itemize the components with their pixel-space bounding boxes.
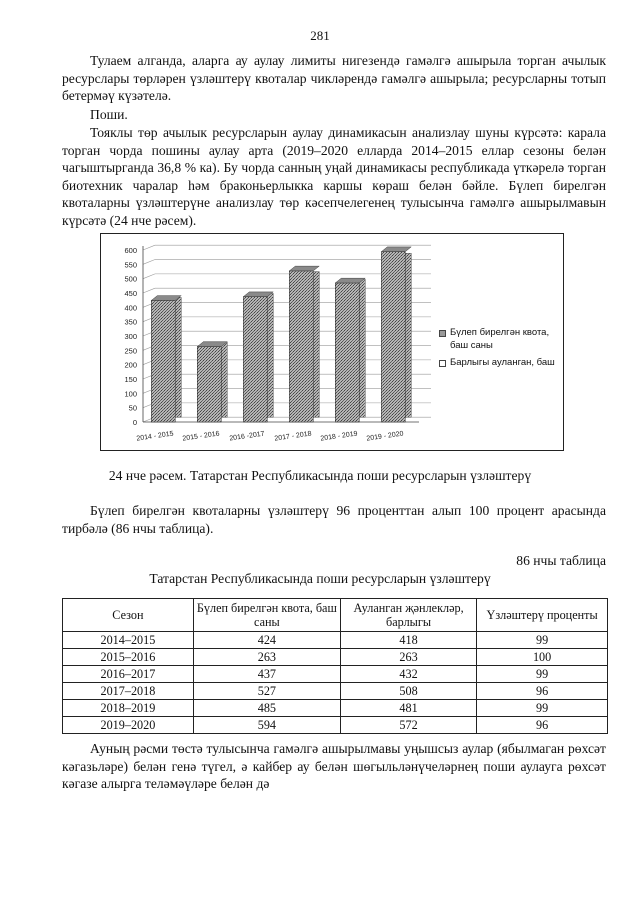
col-header-percent: Үзләштерү проценты	[477, 599, 608, 632]
x-tick-label: 2019 - 2020	[366, 430, 405, 443]
grid-depth-line	[143, 288, 155, 293]
paragraph-dynamics: Тояклы төр ачылык ресурсларын аулау динамикасын анализлау шуны күрсәтә: карала торган чорда пошины аулау арта (2019–2020 елларда 2014–2015 еллар сезоны белән чагыштырганда 36,8 % ка). Бу чорда санның уңай динамикасы республикада үткәрелә торган биотехник чаралар һәм браконьерлыкка каршы көраш белән бәйле. Бүлеп бирелгән квоталарны үзләштерүне анализлау төр кәсепчелегенең тулысынча гамәлгә ашырылмавын күрсәтә (24 нче рәсем).	[62, 125, 606, 228]
legend-swatch-harvested	[439, 360, 446, 367]
y-tick-label: 250	[124, 346, 137, 356]
cell-quota: 527	[193, 683, 340, 700]
data-table	[62, 598, 608, 734]
y-tick-label: 450	[124, 289, 137, 298]
table-row	[63, 717, 608, 734]
cell-season: 2019–2020	[63, 717, 194, 734]
col-header-harvested: Ауланган җәнлекләр, барлыгы	[340, 599, 476, 632]
cell-harvested: 481	[340, 700, 476, 717]
grid-depth-line	[143, 245, 155, 250]
page-number: 281	[310, 28, 330, 43]
cell-percent: 99	[477, 632, 608, 649]
cell-percent: 99	[477, 666, 608, 683]
cell-season: 2018–2019	[63, 700, 194, 717]
cell-quota: 424	[193, 632, 340, 649]
table-title: Татарстан Республикасында поши ресурсларын үзләштерү	[149, 571, 491, 586]
cell-harvested: 572	[340, 717, 476, 734]
table-row	[63, 632, 608, 649]
figure-caption: 24 нче рәсем. Татарстан Республикасында поши ресурсларын үзләштерү	[108, 468, 532, 483]
cell-percent: 100	[477, 649, 608, 666]
y-tick-label: 350	[124, 317, 137, 327]
cell-harvested: 432	[340, 666, 476, 683]
cell-percent: 96	[477, 717, 608, 734]
bar-quota	[197, 347, 221, 422]
cell-quota: 594	[193, 717, 340, 734]
bar-quota	[381, 252, 405, 422]
cell-percent: 99	[477, 700, 608, 717]
cell-quota: 485	[193, 700, 340, 717]
y-tick-label: 600	[124, 246, 137, 255]
table-row	[63, 649, 608, 666]
y-tick-label: 400	[124, 303, 137, 313]
cell-season: 2016–2017	[63, 666, 194, 683]
y-tick-label: 500	[124, 274, 137, 284]
legend-swatch-quota	[439, 330, 446, 337]
col-header-season: Сезон	[63, 599, 194, 632]
legend-item-quota	[439, 326, 559, 352]
bar-chart	[100, 233, 564, 451]
chart-legend	[439, 326, 559, 373]
bar-quota	[335, 283, 359, 422]
y-tick-label: 0	[132, 418, 137, 427]
paragraph-conclusion: Ауның рәсми төстә тулысынча гамәлгә ашырылмавы уңышсыз аулар (ябылмаган рөхсәт кәгазьләре) белән генә түгел, ә кайбер ау белән шөгыльләнүчеләрнең поши аулауга рөхсәт кәгазе алырга теләмәүләре белән дә	[62, 741, 606, 791]
cell-season: 2015–2016	[63, 649, 194, 666]
table-number: 86 нчы таблица	[516, 553, 606, 568]
table-row	[63, 666, 608, 683]
x-tick-label: 2016 -2017	[229, 430, 266, 443]
cell-harvested: 508	[340, 683, 476, 700]
cell-harvested: 418	[340, 632, 476, 649]
cell-season: 2014–2015	[63, 632, 194, 649]
x-tick-label: 2017 - 2018	[274, 430, 313, 443]
table-row	[63, 700, 608, 717]
grid-depth-line	[143, 260, 155, 265]
y-tick-label: 150	[124, 375, 137, 384]
cell-percent: 96	[477, 683, 608, 700]
y-tick-label: 50	[128, 403, 137, 413]
cell-harvested: 263	[340, 649, 476, 666]
legend-label-harvested: Барлыгы ауланган, баш	[450, 357, 555, 368]
bar-quota-top	[289, 266, 319, 271]
bar-quota	[151, 300, 175, 422]
y-tick-label: 200	[124, 360, 137, 370]
heading-poshi: Поши.	[90, 107, 128, 122]
x-tick-label: 2014 - 2015	[136, 430, 175, 443]
legend-label-quota: Бүлеп бирелгән квота, баш саны	[450, 327, 550, 351]
paragraph-intro: Тулаем алганда, аларга ау аулау лимиты нигезендә гамәлгә ашырыла торган ачылык ресурслары төрләрен үзләштерү квоталар чикләрендә гамәлгә ашырыла; ресурсларны тотып бетермәү күзәтелә.	[62, 53, 606, 103]
y-tick-label: 550	[124, 260, 137, 270]
col-header-quota: Бүлеп бирелгән квота, баш саны	[193, 599, 340, 632]
bar-quota-top	[381, 247, 411, 252]
x-tick-label: 2018 - 2019	[320, 430, 359, 443]
table-row	[63, 683, 608, 700]
paragraph-quota: Бүлеп бирелгән квоталарны үзләштерү 96 проценттан алып 100 процент арасында тирбәлә (86 нчы таблица).	[62, 503, 606, 536]
cell-quota: 437	[193, 666, 340, 683]
bar-quota	[243, 297, 267, 422]
legend-item-harvested	[439, 356, 559, 369]
y-tick-label: 100	[124, 389, 137, 399]
x-tick-label: 2015 - 2016	[182, 430, 221, 443]
table-header-row	[63, 599, 608, 632]
cell-quota: 263	[193, 649, 340, 666]
y-tick-label: 300	[124, 332, 137, 341]
grid-depth-line	[143, 274, 155, 279]
bar-quota	[289, 271, 313, 422]
cell-season: 2017–2018	[63, 683, 194, 700]
